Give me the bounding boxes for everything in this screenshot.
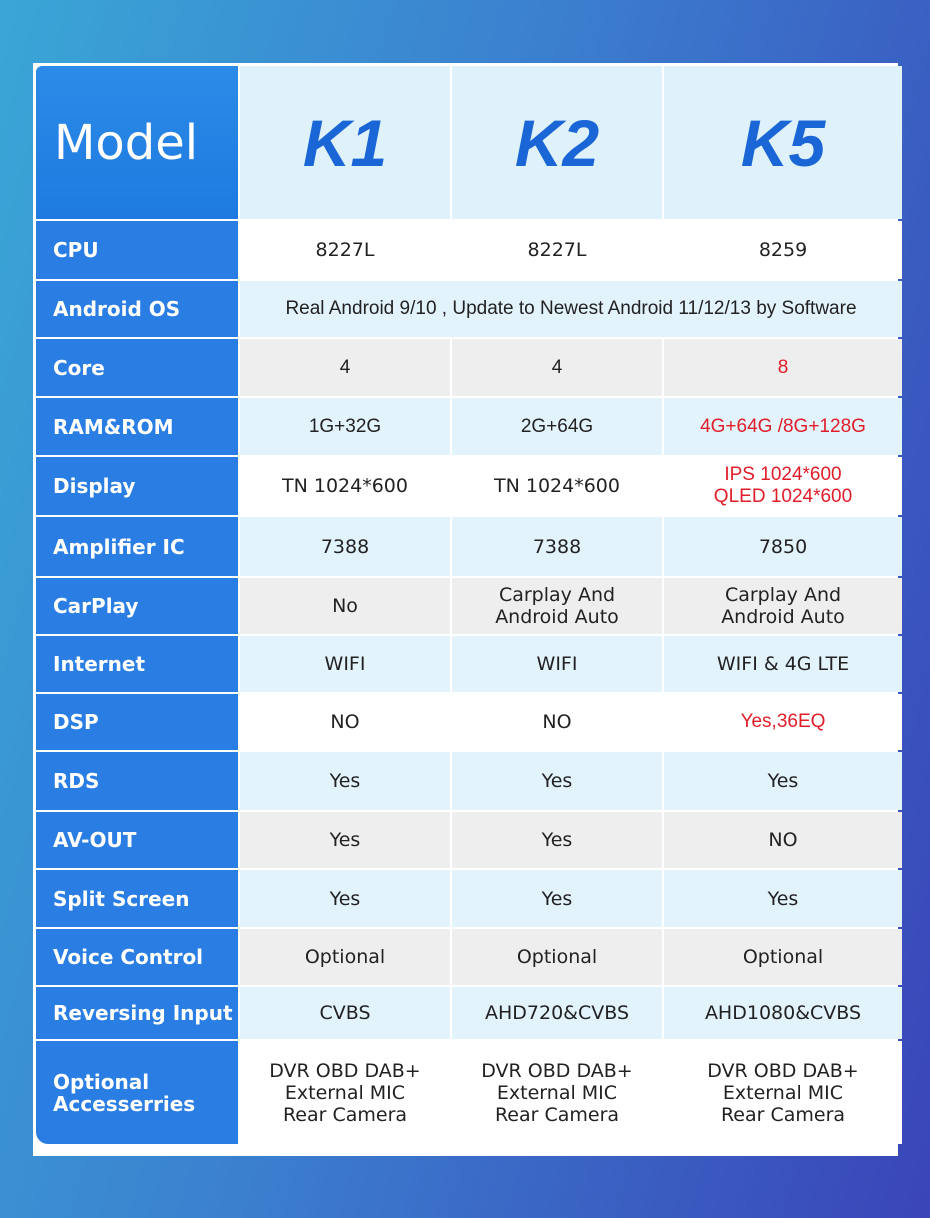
row-label-split-screen: Split Screen <box>36 870 238 927</box>
comparison-table <box>36 66 902 1144</box>
display-k1: TN 1024*600 <box>240 457 450 515</box>
model-k1-header: K1 <box>240 66 450 219</box>
carplay-k5-line1: Carplay And <box>724 584 842 606</box>
accessories-k1 <box>240 1041 450 1144</box>
reversing-input-k1: CVBS <box>240 987 450 1039</box>
model-k5-header: K5 <box>664 66 902 219</box>
row-label-cpu: CPU <box>36 221 238 279</box>
row-label-core: Core <box>36 339 238 396</box>
row-label-amplifier: Amplifier IC <box>36 517 238 576</box>
carplay-k1: No <box>240 578 450 634</box>
row-label-accessories <box>36 1041 238 1144</box>
split-screen-k5: Yes <box>664 870 902 927</box>
carplay-k2-line1: Carplay And <box>498 584 616 606</box>
voice-control-k1: Optional <box>240 929 450 985</box>
model-k2-header: K2 <box>452 66 662 219</box>
accessories-k1-line1: DVR OBD DAB+ <box>269 1059 421 1082</box>
voice-control-k2: Optional <box>452 929 662 985</box>
cpu-k5: 8259 <box>664 221 902 279</box>
display-k5-line2: QLED 1024*600 <box>713 486 853 507</box>
core-k5: 8 <box>664 339 902 396</box>
accessories-label-line1: Optional <box>53 1069 150 1094</box>
display-k5-line1: IPS 1024*600 <box>724 464 842 485</box>
accessories-k5-line3: Rear Camera <box>720 1103 846 1126</box>
rds-k2: Yes <box>452 752 662 810</box>
accessories-label-line2: Accesserries <box>53 1091 196 1116</box>
ram-rom-k2: 2G+64G <box>452 398 662 455</box>
carplay-k2 <box>452 578 662 634</box>
amplifier-k1: 7388 <box>240 517 450 576</box>
accessories-k1-line2: External MIC <box>284 1081 406 1104</box>
rds-k5: Yes <box>664 752 902 810</box>
core-k2: 4 <box>452 339 662 396</box>
ram-rom-k1: 1G+32G <box>240 398 450 455</box>
accessories-k2 <box>452 1041 662 1144</box>
row-label-dsp: DSP <box>36 694 238 750</box>
carplay-k5-line2: Android Auto <box>721 606 845 628</box>
accessories-k1-line3: Rear Camera <box>282 1103 408 1126</box>
android-os-all: Real Android 9/10 , Update to Newest Android 11/12/13 by Software <box>240 281 902 337</box>
accessories-k5-line1: DVR OBD DAB+ <box>707 1059 859 1082</box>
row-label-ram-rom: RAM&ROM <box>36 398 238 455</box>
accessories-k2-line1: DVR OBD DAB+ <box>481 1059 633 1082</box>
internet-k5: WIFI & 4G LTE <box>664 636 902 692</box>
row-label-av-out: AV-OUT <box>36 812 238 868</box>
internet-k2: WIFI <box>452 636 662 692</box>
reversing-input-k5: AHD1080&CVBS <box>664 987 902 1039</box>
dsp-k2: NO <box>452 694 662 750</box>
row-label-reversing-input: Reversing Input <box>36 987 238 1039</box>
amplifier-k2: 7388 <box>452 517 662 576</box>
split-screen-k1: Yes <box>240 870 450 927</box>
internet-k1: WIFI <box>240 636 450 692</box>
accessories-k2-line2: External MIC <box>496 1081 618 1104</box>
accessories-k2-line3: Rear Camera <box>494 1103 620 1126</box>
display-k5 <box>664 457 902 515</box>
row-label-carplay: CarPlay <box>36 578 238 634</box>
cpu-k1: 8227L <box>240 221 450 279</box>
av-out-k1: Yes <box>240 812 450 868</box>
row-label-display: Display <box>36 457 238 515</box>
amplifier-k5: 7850 <box>664 517 902 576</box>
voice-control-k5: Optional <box>664 929 902 985</box>
row-label-internet: Internet <box>36 636 238 692</box>
dsp-k5: Yes,36EQ <box>664 694 902 750</box>
comparison-panel <box>33 63 898 1156</box>
reversing-input-k2: AHD720&CVBS <box>452 987 662 1039</box>
cpu-k2: 8227L <box>452 221 662 279</box>
dsp-k1: NO <box>240 694 450 750</box>
row-label-android-os: Android OS <box>36 281 238 337</box>
accessories-k5 <box>664 1041 902 1144</box>
carplay-k2-line2: Android Auto <box>495 606 619 628</box>
model-header: Model <box>36 66 238 219</box>
carplay-k5 <box>664 578 902 634</box>
ram-rom-k5: 4G+64G /8G+128G <box>664 398 902 455</box>
split-screen-k2: Yes <box>452 870 662 927</box>
rds-k1: Yes <box>240 752 450 810</box>
display-k2: TN 1024*600 <box>452 457 662 515</box>
row-label-voice-control: Voice Control <box>36 929 238 985</box>
row-label-rds: RDS <box>36 752 238 810</box>
accessories-k5-line2: External MIC <box>722 1081 844 1104</box>
av-out-k2: Yes <box>452 812 662 868</box>
av-out-k5: NO <box>664 812 902 868</box>
core-k1: 4 <box>240 339 450 396</box>
